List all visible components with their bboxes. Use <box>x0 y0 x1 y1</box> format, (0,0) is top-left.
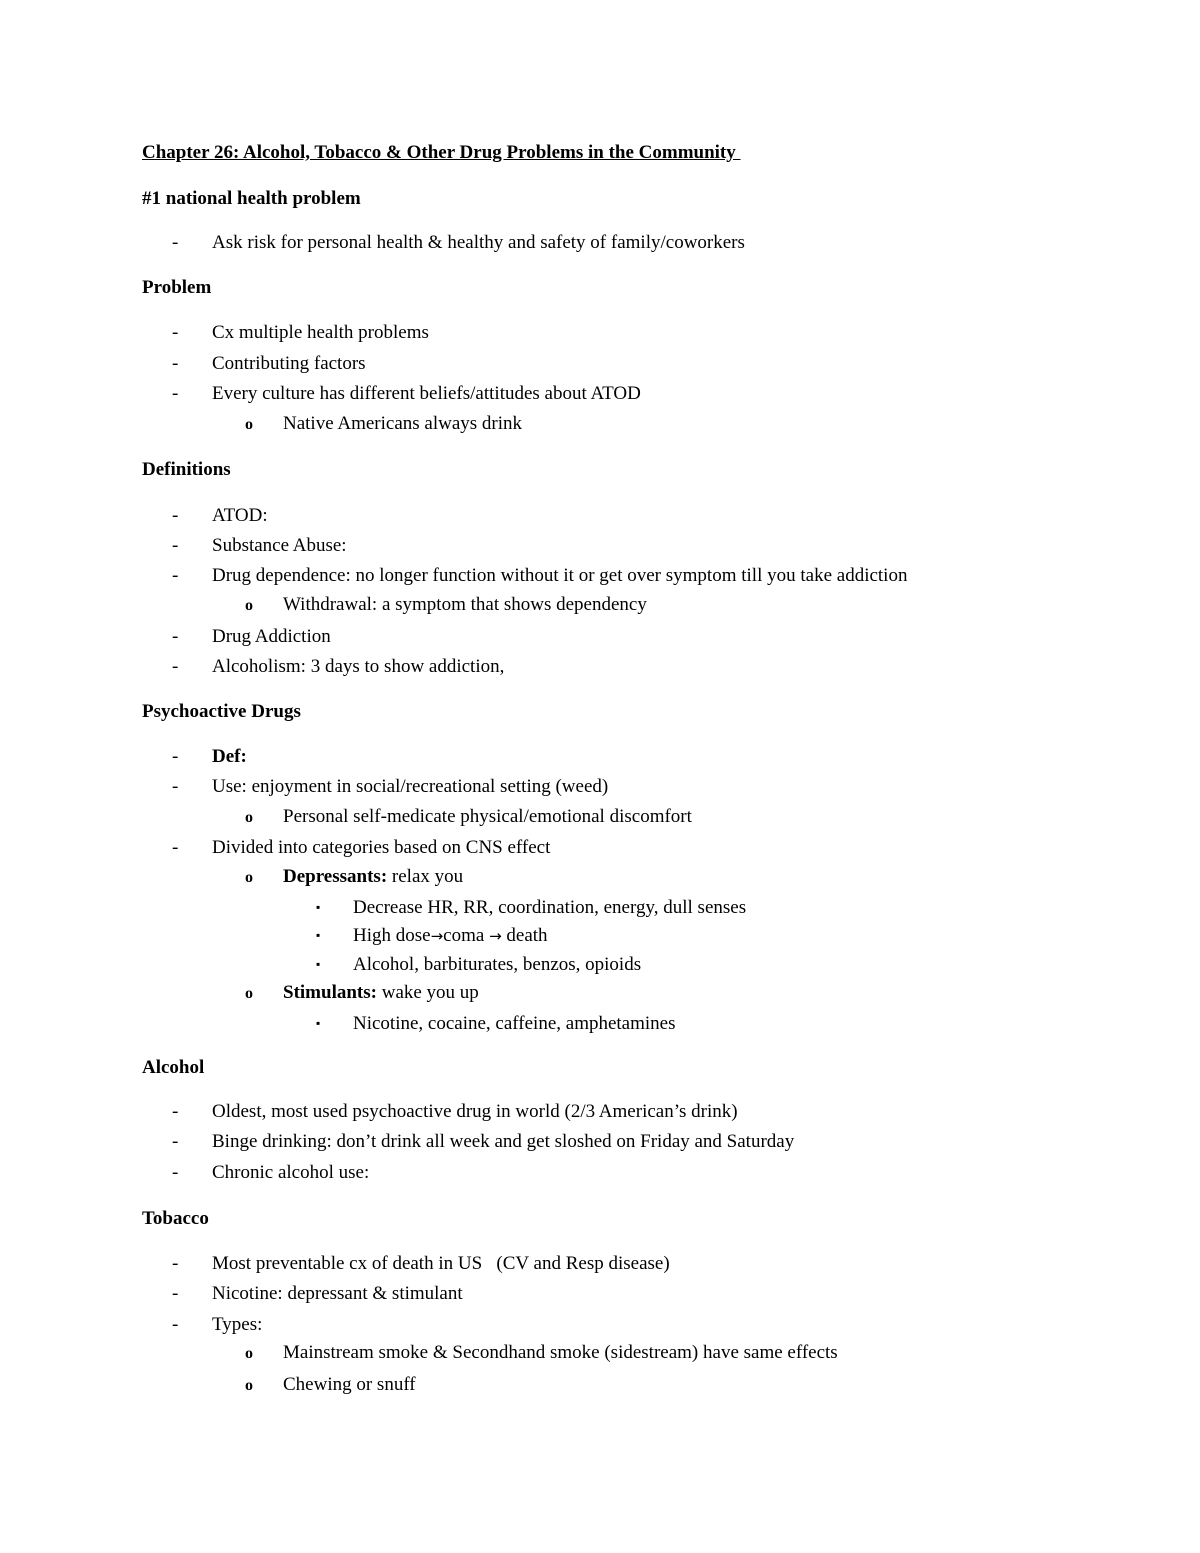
list-subsubitem: ▪ High dose→coma → death <box>316 925 548 946</box>
section-heading-national-problem: #1 national health problem <box>142 188 361 209</box>
dash-bullet: - <box>172 505 179 526</box>
list-subsubitem: ▪ Decrease HR, RR, coordination, energy, dull senses <box>316 897 747 918</box>
list-subsubitem: ▪ Alcohol, barbiturates, benzos, opioids <box>316 954 642 975</box>
dash-bullet: - <box>172 232 179 253</box>
list-subitem: o Chewing or snuff <box>245 1374 416 1395</box>
section-heading-alcohol: Alcohol <box>142 1057 205 1078</box>
page-title: Chapter 26: Alcohol, Tobacco & Other Drug Problems in the Community <box>142 142 741 163</box>
section-heading-definitions: Definitions <box>142 459 231 480</box>
dash-bullet: - <box>172 353 179 374</box>
square-bullet: ▪ <box>316 928 321 942</box>
dash-bullet: - <box>172 1253 179 1274</box>
dash-bullet: - <box>172 565 179 586</box>
list-item: - Drug Addiction <box>172 626 331 647</box>
list-item: - Contributing factors <box>172 353 366 374</box>
list-subitem: o Stimulants: wake you up <box>245 982 479 1003</box>
list-subitem: o Personal self-medicate physical/emotional discomfort <box>245 806 692 827</box>
dash-bullet: - <box>172 1131 179 1152</box>
arrow-right-icon: → <box>430 927 444 945</box>
square-bullet: ▪ <box>316 900 321 914</box>
circle-bullet: o <box>245 597 253 614</box>
list-item: - ATOD: <box>172 505 268 526</box>
dash-bullet: - <box>172 535 179 556</box>
dash-bullet: - <box>172 776 179 797</box>
list-item: - Most preventable cx of death in US (CV and Resp disease) <box>172 1253 670 1274</box>
list-item: - Types: <box>172 1314 263 1335</box>
list-item: - Cx multiple health problems <box>172 322 429 343</box>
dash-bullet: - <box>172 1162 179 1183</box>
list-item: - Def: <box>172 746 247 767</box>
section-heading-problem: Problem <box>142 277 212 298</box>
dash-bullet: - <box>172 1101 179 1122</box>
list-subsubitem: ▪ Nicotine, cocaine, caffeine, amphetamines <box>316 1013 676 1034</box>
list-item: - Chronic alcohol use: <box>172 1162 370 1183</box>
stimulants-label: Stimulants: <box>283 982 377 1003</box>
dash-bullet: - <box>172 746 179 767</box>
list-item: - Substance Abuse: <box>172 535 347 556</box>
circle-bullet: o <box>245 1345 253 1362</box>
list-item: - Oldest, most used psychoactive drug in world (2/3 American’s drink) <box>172 1101 738 1122</box>
list-subitem: o Mainstream smoke & Secondhand smoke (sidestream) have same effects <box>245 1342 838 1363</box>
list-subitem: o Withdrawal: a symptom that shows dependency <box>245 594 647 615</box>
list-subitem: o Depressants: relax you <box>245 866 464 887</box>
circle-bullet: o <box>245 809 253 826</box>
list-item: - Drug dependence: no longer function without it or get over symptom till you take addiction <box>172 565 908 586</box>
square-bullet: ▪ <box>316 1016 321 1030</box>
square-bullet: ▪ <box>316 957 321 971</box>
list-item: - Ask risk for personal health & healthy and safety of family/coworkers <box>172 232 745 253</box>
circle-bullet: o <box>245 416 253 433</box>
section-heading-psychoactive-drugs: Psychoactive Drugs <box>142 701 301 722</box>
circle-bullet: o <box>245 869 253 886</box>
dash-bullet: - <box>172 1283 179 1304</box>
list-item: - Nicotine: depressant & stimulant <box>172 1283 463 1304</box>
section-heading-tobacco: Tobacco <box>142 1208 209 1229</box>
circle-bullet: o <box>245 1377 253 1394</box>
dash-bullet: - <box>172 383 179 404</box>
dash-bullet: - <box>172 837 179 858</box>
list-item: - Every culture has different beliefs/attitudes about ATOD <box>172 383 641 404</box>
depressants-label: Depressants: <box>283 866 388 887</box>
list-subitem: o Native Americans always drink <box>245 413 523 434</box>
dash-bullet: - <box>172 626 179 647</box>
dash-bullet: - <box>172 322 179 343</box>
list-item: - Binge drinking: don’t drink all week and get sloshed on Friday and Saturday <box>172 1131 795 1152</box>
dash-bullet: - <box>172 1314 179 1335</box>
list-item: - Alcoholism: 3 days to show addiction, <box>172 656 505 677</box>
list-item: - Divided into categories based on CNS effect <box>172 837 551 858</box>
circle-bullet: o <box>245 985 253 1002</box>
dash-bullet: - <box>172 656 179 677</box>
arrow-right-icon: → <box>489 927 502 945</box>
list-item: - Use: enjoyment in social/recreational setting (weed) <box>172 776 609 797</box>
